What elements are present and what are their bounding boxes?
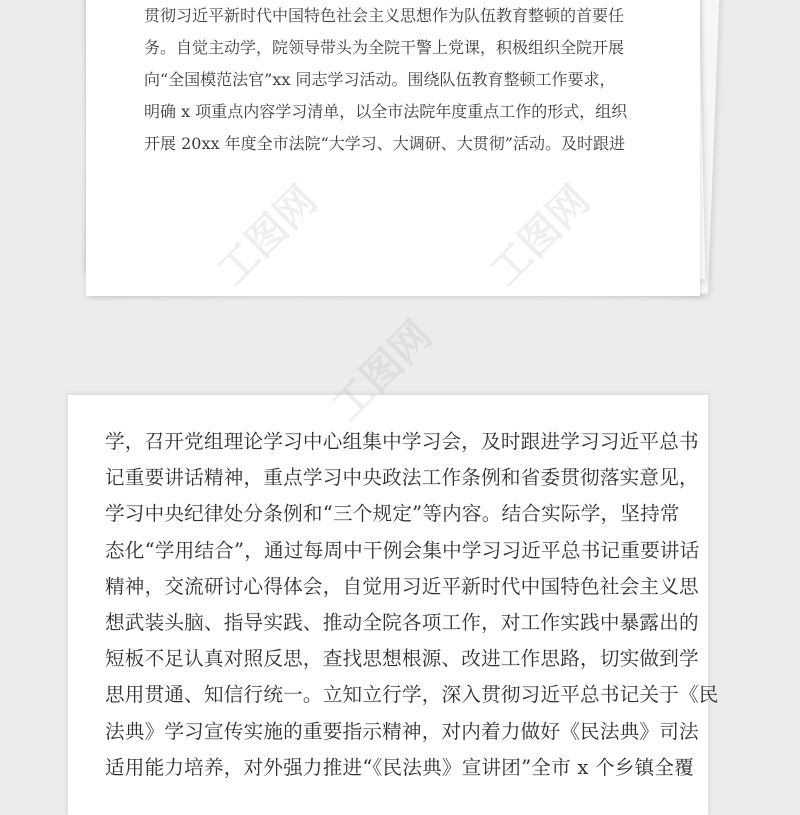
text-line: 务。自觉主动学，院领导带头为全院干警上党课，积极组织全院开展: [144, 38, 625, 57]
text-line: 开展 20xx 年度全市法院“大学习、大调研、大贯彻”活动。及时跟进: [144, 134, 625, 153]
text-line: 想武装头脑、指导实践、推动全院各项工作，对工作实践中暴露出的: [105, 610, 699, 634]
text-line: 法典》学习宣传实施的重要指示精神，对内着力做好《民法典》司法: [105, 719, 699, 743]
page-one-text: [144, 0, 664, 160]
text-line: 记重要讲话精神，重点学习中央政法工作条例和省委贯彻落实意见，: [105, 466, 699, 490]
text-line: 态化“学用结合”，通过每周中干例会集中学习习近平总书记重要讲话: [105, 538, 700, 562]
text-line: 短板不足认真对照反思，查找思想根源、改进工作思路，切实做到学: [105, 647, 699, 671]
page-two-text: [105, 424, 719, 786]
text-line: 思用贯通、知信行统一。立知立行学，深入贯彻习近平总书记关于《民: [105, 683, 719, 707]
text-line: 精神，交流研讨心得体会，自觉用习近平新时代中国特色社会主义思: [105, 574, 699, 598]
text-line: 贯彻习近平新时代中国特色社会主义思想作为队伍教育整顿的首要任: [144, 6, 625, 25]
text-line: 学习中央纪律处分条例和“三个规定”等内容。结合实际学，坚持常: [105, 502, 680, 526]
text-line: 学，召开党组理论学习中心组集中学习会，及时跟进学习习近平总书: [105, 430, 699, 453]
text-line: 向“全国模范法官”xx 同志学习活动。围绕队伍教育整顿工作要求，: [144, 70, 616, 89]
text-line: 适用能力培养，对外强力推进“《民法典》宣讲团”全市 x 个乡镇全覆: [105, 755, 694, 779]
watermark: 工图网: [323, 312, 442, 430]
text-line: 明确 x 项重点内容学习清单，以全市法院年度重点工作的形式，组织: [144, 102, 628, 121]
